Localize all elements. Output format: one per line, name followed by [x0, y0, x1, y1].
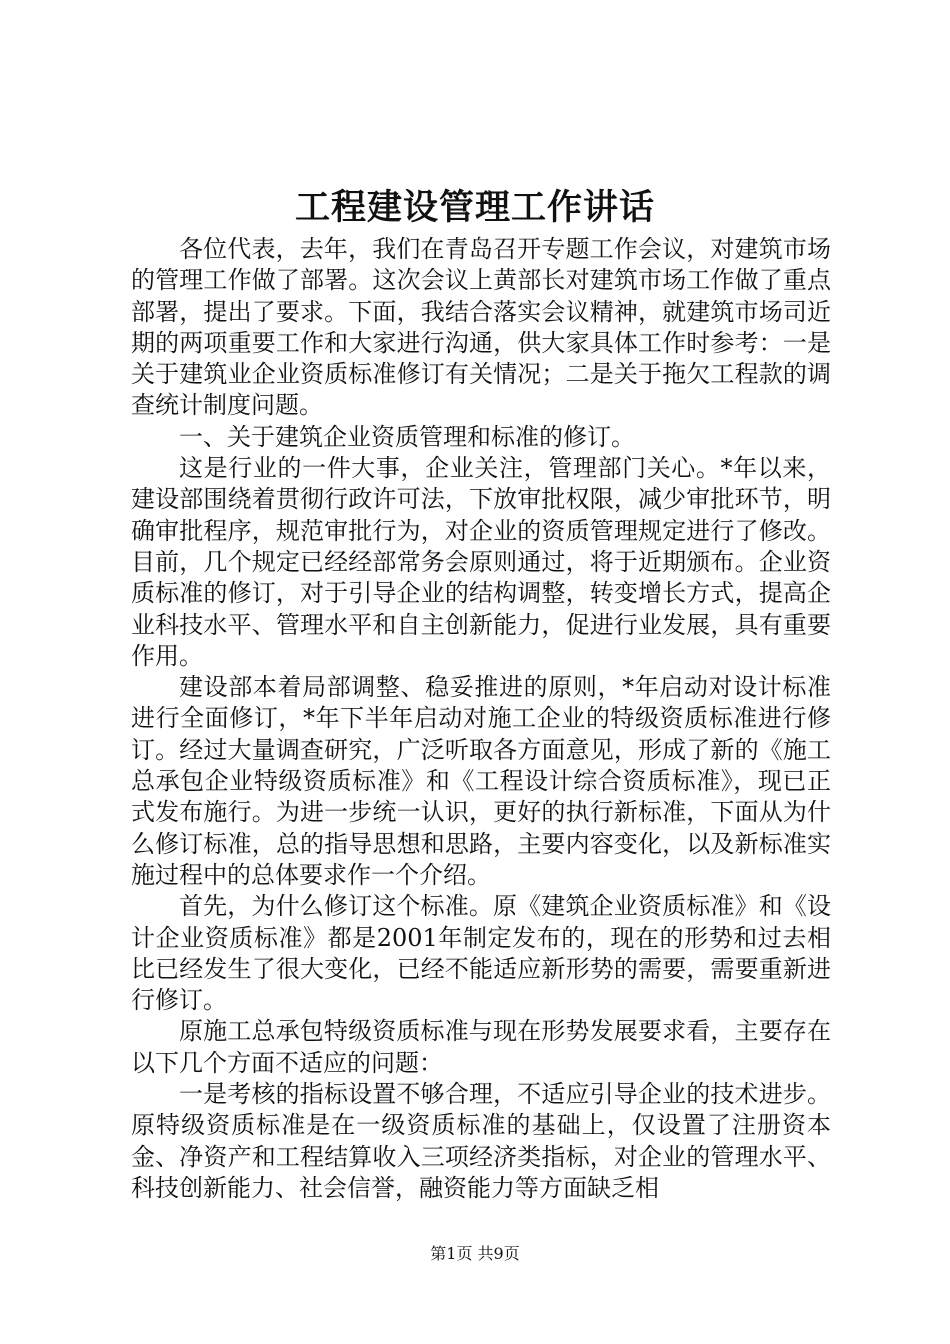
document-body	[131, 234, 831, 1204]
paragraph: 一是考核的指标设置不够合理，不适应引导企业的技术进步。原特级资质标准是在一级资质标准的基础上，仅设置了注册资本金、净资产和工程结算收入三项经济类指标，对企业的管理水平、科技创新能力、社会信誉，融资能力等方面缺乏相	[131, 1080, 831, 1202]
paragraph: 原施工总承包特级资质标准与现在形势发展要求看，主要存在以下几个方面不适应的问题：	[131, 1017, 831, 1077]
paragraph: 建设部本着局部调整、稳妥推进的原则，*年启动对设计标准进行全面修订，*年下半年启动对施工企业的特级资质标准进行修订。经过大量调查研究，广泛听取各方面意见，形成了新的《施工总承包企业特级资质标准》和《工程设计综合资质标准》，现已正式发布施行。为进一步统一认识，更好的执行新标准，下面从为什么修订标准，总的指导思想和思路，主要内容变化，以及新标准实施过程中的总体要求作一个介绍。	[131, 673, 831, 889]
paragraph: 一、关于建筑企业资质管理和标准的修订。	[179, 422, 635, 451]
page-number-footer: 第1页 共9页	[430, 1244, 520, 1263]
paragraph: 首先，为什么修订这个标准。原《建筑企业资质标准》和《设计企业资质标准》都是2001年制定发布的，现在的形势和过去相比已经发生了很大变化，已经不能适应新形势的需要，需要重新进行修订。	[131, 892, 831, 1015]
paragraph: 这是行业的一件大事，企业关注，管理部门关心。*年以来，建设部围绕着贯彻行政许可法，下放审批权限，减少审批环节，明确审批程序，规范审批行为，对企业的资质管理规定进行了修改。目前，几个规定已经经部常务会原则通过，将于近期颁布。企业资质标准的修订，对于引导企业的结构调整，转变增长方式，提高企业科技水平、管理水平和自主创新能力，促进行业发展，具有重要作用。	[131, 454, 831, 670]
paragraph: 各位代表，去年，我们在青岛召开专题工作会议，对建筑市场的管理工作做了部署。这次会议上黄部长对建筑市场工作做了重点部署，提出了要求。下面，我结合落实会议精神，就建筑市场司近期的两项重要工作和大家进行沟通，供大家具体工作时参考：一是关于建筑业企业资质标准修订有关情况；二是关于拖欠工程款的调查统计制度问题。	[131, 235, 831, 420]
document-title: 工程建设管理工作讲话	[294, 187, 655, 228]
